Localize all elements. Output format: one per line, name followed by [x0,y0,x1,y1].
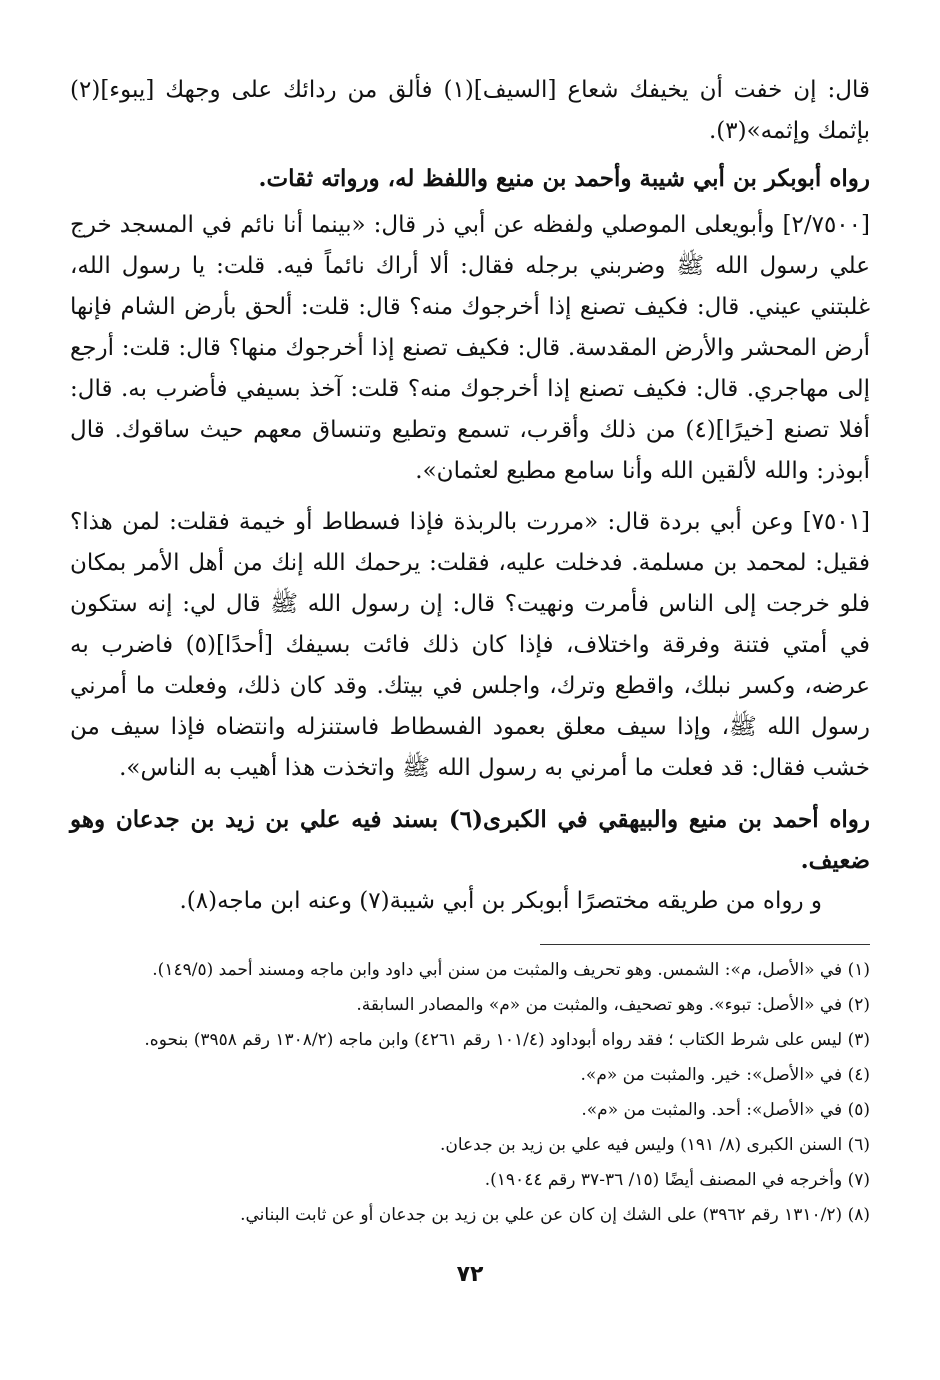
footnote-6: (٦) السنن الكبرى (٨/ ١٩١) وليس فيه علي بن زيد بن جدعان. [439,1135,870,1155]
page-body [70,70,870,1235]
page-number: ٧٢ [456,1262,484,1287]
footnote-4: (٤) في «الأصل»: خير. والمثبت من «م». [580,1065,870,1085]
footnote-5: (٥) في «الأصل»: أحد. والمثبت من «م». [581,1100,870,1120]
footnote-7: (٧) وأخرجه في المصنف أيضًا (١٥/ ٣٦-٣٧ رقم ١٩٠٤٤). [484,1170,870,1190]
paragraph-3-hadith-7500: [٢/٧٥٠٠] وأبويعلى الموصلي ولفظه عن أبي ذر قال: «بينما أنا نائم في المسجد خرج علي رسول الله ﷺ وضربني برجله فقال: ألا أراك نائماً فيه. قلت: يا رسول الله، غلبتني عيني. قال: فكيف تصنع إذا أخرجوك منه؟ قال: قلت: ألحق بأرض الشام فإنها أرض المحشر والأرض المقدسة. قال: فكيف تصنع إذا أخرجوك منها؟ قال: قلت: أرجع إلى مهاجري. قال: فكيف تصنع إذا أخرجوك منه؟ قلت: آخذ بسيفي فأضرب به. قال: أفلا تصنع [خيرًا](٤) من ذلك وأقرب، تسمع وتطيع وتنساق معهم حيث ساقوك. قال أبوذر: والله لألقين الله وأنا سامع مطيع لعثمان». [70,212,871,484]
footnote-3: (٣) ليس على شرط الكتاب ؛ فقد رواه أبوداود (١٠١/٤ رقم ٤٢٦١) وابن ماجه (١٣٠٨/٢ رقم ٣٩٥٨) بنحوه. [144,1030,870,1050]
paragraph-1: قال: إن خفت أن يخيفك شعاع [السيف](١) فألق من ردائك على وجهك [يبوء](٢) بإثمك وإثمه»(٣). [70,77,870,144]
footnote-1: (١) في «الأصل، م»: الشمس. وهو تحريف والمثبت من سنن أبي داود وابن ماجه ومسند أحمد (١٤٩/٥). [152,960,870,980]
footnote-divider [540,944,870,945]
footnote-8: (٨) (١٣١٠/٢ رقم ٣٩٦٢) على الشك إن كان عن علي بن زيد بن جدعان أو عن ثابت البناني. [240,1205,870,1225]
paragraph-2-citation: رواه أبوبكر بن أبي شيبة وأحمد بن منيع واللفظ له، ورواته ثقات. [258,165,870,192]
footnote-2: (٢) في «الأصل: تبوء». وهو تصحيف، والمثبت من «م» والمصادر السابقة. [356,995,870,1015]
paragraph-6: و رواه من طريقه مختصرًا أبوبكر بن أبي شيبة(٧) وعنه ابن ماجه(٨). [179,888,822,914]
paragraph-5-citation: رواه أحمد بن منيع والبيهقي في الكبرى(٦) بسند فيه علي بن زيد بن جدعان وهو ضعيف. [70,806,870,874]
footnotes [70,955,870,1230]
paragraph-4-hadith-7501: [٧٥٠١] وعن أبي بردة قال: «مررت بالربذة فإذا فسطاط أو خيمة فقلت: لمن هذا؟ فقيل: لمحمد بن مسلمة. فدخلت عليه، فقلت: يرحمك الله إنك من أهل الأمر بمكان فلو خرجت إلى الناس فأمرت ونهيت؟ قال: إن رسول الله ﷺ قال لي: إنه ستكون في أمتي فتنة وفرقة واختلاف، فإذا كان ذلك فائت بسيفك [أحدًا](٥) فاضرب به عرضه، وكسر نبلك، واقطع وترك، واجلس في بيتك. وقد كان ذلك، وفعلت ما أمرني رسول الله ﷺ، وإذا سيف معلق بعمود الفسطاط فاستنزله وانتضاه فإذا سيف من خشب فقال: قد فعلت ما أمرني به رسول الله ﷺ واتخذت هذا أهيب به الناس». [70,509,870,781]
